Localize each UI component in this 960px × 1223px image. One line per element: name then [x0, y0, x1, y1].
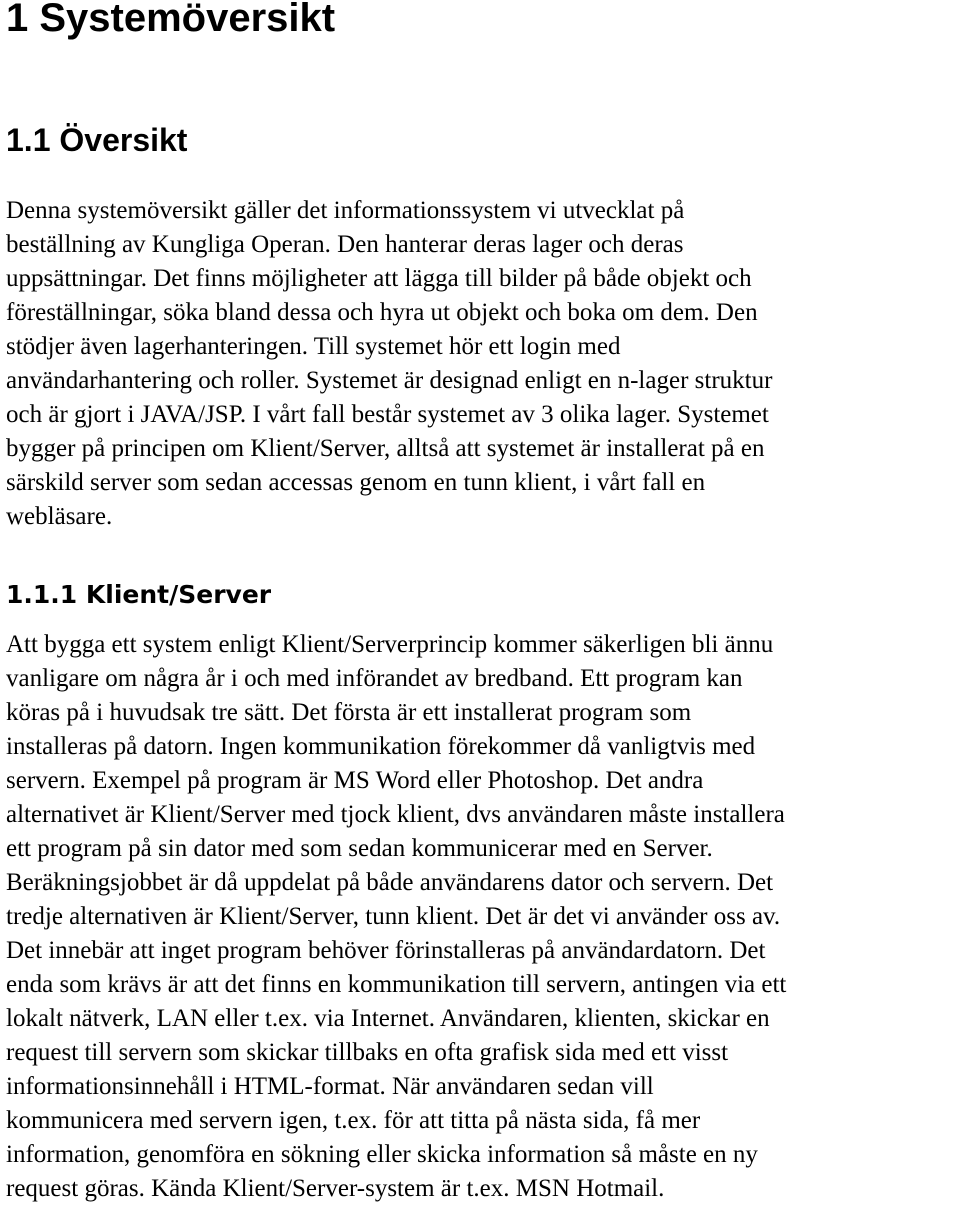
text-line: och är gjort i JAVA/JSP. I vårt fall består systemet av 3 olika lager. Systemet — [6, 401, 769, 428]
heading-oversikt: 1.1 Översikt — [6, 122, 188, 158]
text-line: Denna systemöversikt gäller det informationssystem vi utvecklat på — [6, 197, 685, 224]
text-line: request göras. Kända Klient/Server-system är t.ex. MSN Hotmail. — [6, 1175, 665, 1202]
text-line: uppsättningar. Det finns möjligheter att lägga till bilder på både objekt och — [6, 265, 752, 292]
text-line: särskild server som sedan accessas genom en tunn klient, i vårt fall en — [6, 469, 706, 496]
text-line: köras på i huvudsak tre sätt. Det första är ett installerat program som — [6, 699, 692, 726]
text-line: webläsare. — [6, 503, 113, 530]
text-line: request till servern som skickar tillbaks en ofta grafisk sida med ett visst — [6, 1039, 729, 1066]
text-line: lokalt nätverk, LAN eller t.ex. via Internet. Användaren, klienten, skickar en — [6, 1005, 770, 1032]
paragraph-klient-server — [6, 628, 960, 1206]
text-line: alternativet är Klient/Server med tjock klient, dvs användaren måste installera — [6, 801, 785, 828]
text-line: bygger på principen om Klient/Server, alltså att systemet är installerat på en — [6, 435, 765, 462]
text-line: informationsinnehåll i HTML-format. När användaren sedan vill — [6, 1073, 654, 1100]
text-line: enda som krävs är att det finns en kommunikation till servern, antingen via ett — [6, 971, 787, 998]
heading-klient-server: 1.1.1 Klient/Server — [6, 580, 272, 609]
text-line: Att bygga ett system enligt Klient/Serverprincip kommer säkerligen bli ännu — [6, 631, 774, 658]
text-line: tredje alternativen är Klient/Server, tunn klient. Det är det vi använder oss av. — [6, 903, 781, 930]
text-line: kommunicera med servern igen, t.ex. för att titta på nästa sida, få mer — [6, 1107, 701, 1134]
text-line: Det innebär att inget program behöver förinstalleras på användardatorn. Det — [6, 937, 766, 964]
paragraph-oversikt — [6, 194, 960, 534]
text-line: användarhantering och roller. Systemet är designad enligt en n-lager struktur — [6, 367, 773, 394]
text-line: stödjer även lagerhanteringen. Till systemet hör ett login med — [6, 333, 621, 360]
text-line: installeras på datorn. Ingen kommunikation förekommer då vanligtvis med — [6, 733, 756, 760]
text-line: ett program på sin dator med som sedan kommunicerar med en Server. — [6, 835, 713, 862]
text-line: vanligare om några år i och med införandet av bredband. Ett program kan — [6, 665, 743, 692]
text-line: Beräkningsjobbet är då uppdelat på både användarens dator och servern. Det — [6, 869, 774, 896]
text-line: föreställningar, söka bland dessa och hyra ut objekt och boka om dem. Den — [6, 299, 758, 326]
heading-systemoversikt: 1 Systemöversikt — [6, 0, 336, 40]
text-line: beställning av Kungliga Operan. Den hanterar deras lager och deras — [6, 231, 684, 258]
text-line: information, genomföra en sökning eller skicka information så måste en ny — [6, 1141, 758, 1168]
text-line: servern. Exempel på program är MS Word eller Photoshop. Det andra — [6, 767, 704, 794]
